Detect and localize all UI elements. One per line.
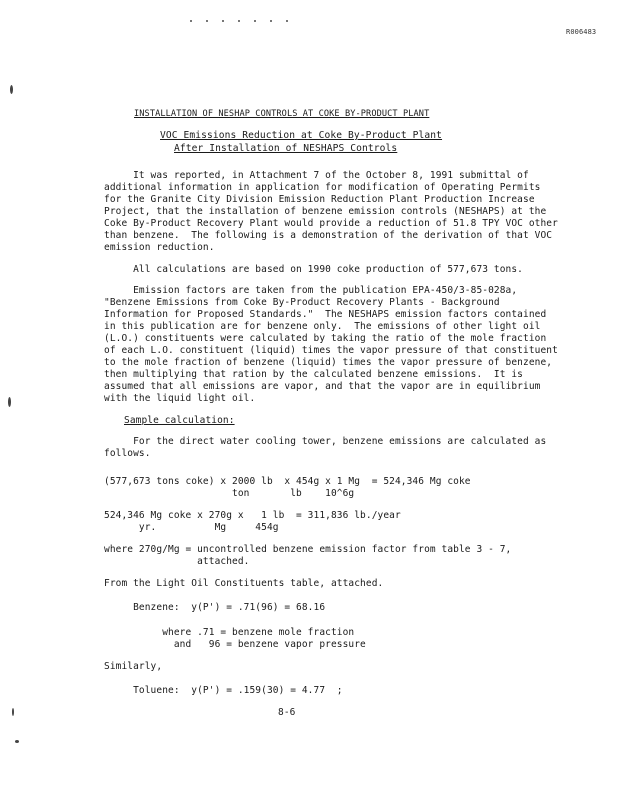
paragraph-line: with the liquid light oil.: [104, 393, 256, 404]
equation-1-units: ton lb 10^6g: [104, 488, 355, 499]
scan-artifact: [12, 708, 14, 716]
benzene-where-line: where .71 = benzene mole fraction: [104, 627, 355, 638]
equation-2: 524,346 Mg coke x 270g x 1 lb = 311,836 lb./year: [104, 510, 401, 521]
paragraph-line: then multiplying that ration by the calculated benzene emissions. It is: [104, 369, 524, 380]
sample-calculation-heading: Sample calculation:: [124, 415, 235, 426]
document-heading: INSTALLATION OF NESHAP CONTROLS AT COKE BY-PRODUCT PLANT: [134, 109, 430, 119]
paragraph-line: assumed that all emissions are vapor, and that the vapor are in equilibrium: [104, 381, 541, 392]
document-id: R006483: [566, 28, 597, 36]
subheading-line-1: VOC Emissions Reduction at Coke By-Product Plant: [160, 130, 443, 141]
scan-artifact: [10, 85, 13, 94]
benzene-calculation: Benzene: y(P') = .71(96) = 68.16: [104, 602, 326, 613]
equation-2-units: yr. Mg 454g: [104, 522, 279, 533]
paragraph-2: All calculations are based on 1990 coke production of 577,673 tons.: [104, 264, 524, 275]
page-number: 8-6: [278, 707, 296, 718]
paragraph-line: Emission factors are taken from the publication EPA-450/3-85-028a,: [104, 285, 518, 296]
scan-top-marks: [190, 7, 320, 9]
paragraph-line: Coke By-Product Recovery Plant would provide a reduction of 51.8 TPY VOC other: [104, 218, 558, 229]
paragraph-line: (L.O.) constituents were calculated by taking the ratio of the mole fraction: [104, 333, 547, 344]
paragraph-line: Project, that the installation of benzene emission controls (NESHAPS) at the: [104, 206, 547, 217]
paragraph-line: additional information in application for modification of Operating Permits: [104, 182, 541, 193]
where-line: where 270g/Mg = uncontrolled benzene emission factor from table 3 - 7,: [104, 544, 512, 555]
subheading-line-2: After Installation of NESHAPS Controls: [174, 143, 398, 154]
paragraph-line: than benzene. The following is a demonstration of the derivation of that VOC: [104, 230, 553, 241]
paragraph-line: Information for Proposed Standards." The NESHAPS emission factors contained: [104, 309, 547, 320]
equation-1: (577,673 tons coke) x 2000 lb x 454g x 1 Mg = 524,346 Mg coke: [104, 476, 471, 487]
paragraph-line: for the Granite City Division Emission Reduction Plant Production Increase: [104, 194, 535, 205]
sample-intro-line: follows.: [104, 448, 151, 459]
paragraph-line: It was reported, in Attachment 7 of the October 8, 1991 submittal of: [104, 170, 529, 181]
similarly-line: Similarly,: [104, 661, 163, 672]
sample-intro-line: For the direct water cooling tower, benzene emissions are calculated as: [104, 436, 547, 447]
toluene-calculation: Toluene: y(P') = .159(30) = 4.77 ;: [104, 685, 343, 696]
scan-artifact: [15, 740, 19, 743]
paragraph-line: emission reduction.: [104, 242, 215, 253]
where-line: attached.: [104, 556, 250, 567]
paragraph-line: in this publication are for benzene only. The emissions of other light oil: [104, 321, 541, 332]
paragraph-line: "Benzene Emissions from Coke By-Product Recovery Plants - Background: [104, 297, 500, 308]
paragraph-line: to the mole fraction of benzene (liquid) times the vapor pressure of benzene,: [104, 357, 553, 368]
scan-artifact: [8, 397, 11, 407]
from-line: From the Light Oil Constituents table, attached.: [104, 578, 384, 589]
paragraph-line: of each L.O. constituent (liquid) times the vapor pressure of that constituent: [104, 345, 558, 356]
benzene-where-line: and 96 = benzene vapor pressure: [104, 639, 366, 650]
